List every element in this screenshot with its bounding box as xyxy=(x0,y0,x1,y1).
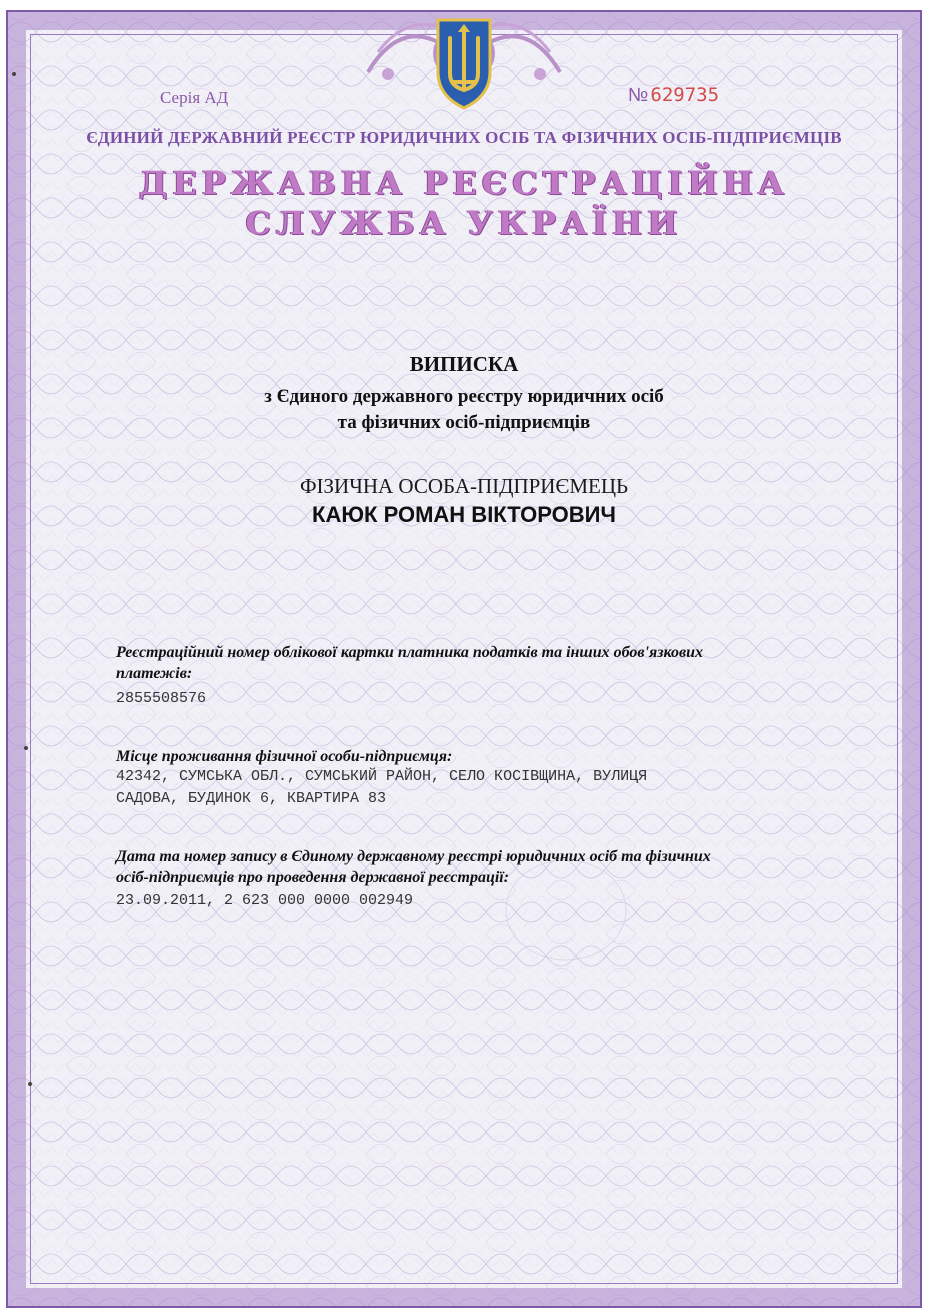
residence-value xyxy=(116,766,856,810)
registry-title: ЄДИНИЙ ДЕРЖАВНИЙ РЕЄСТР ЮРИДИЧНИХ ОСІБ ТА ФІЗИЧНИХ ОСІБ-ПІДПРИЄМЦІВ xyxy=(86,128,842,147)
tax-id-label xyxy=(116,642,836,684)
residence-label: Місце проживання фізичної особи-підприємця: xyxy=(116,748,453,765)
registration-label-line2: осіб-підприємців про проведення державної реєстрації: xyxy=(116,869,510,886)
trident-emblem-icon xyxy=(438,20,490,108)
registration-value: 23.09.2011, 2 623 000 0000 002949 xyxy=(116,892,414,909)
registration-label xyxy=(116,846,836,888)
extract-title: ВИПИСКА xyxy=(409,352,519,376)
person-name: КАЮК РОМАН ВІКТОРОВИЧ xyxy=(312,502,616,527)
emblem-area xyxy=(358,12,570,110)
registration-label-line1: Дата та номер запису в Єдиному державному реєстрі юридичних осіб та фізичних xyxy=(116,848,711,865)
series-label: Серія АД xyxy=(160,88,229,107)
residence-value-line2: САДОВА, БУДИНОК 6, КВАРТИРА 83 xyxy=(116,790,387,807)
punch-mark xyxy=(28,1082,32,1086)
certificate-sheet xyxy=(6,10,922,1308)
tax-id-label-line1: Реєстраційний номер облікової картки платника податків та інших обов'язкових xyxy=(116,644,704,661)
punch-mark xyxy=(24,746,28,750)
person-type: ФІЗИЧНА ОСОБА-ПІДПРИЄМЕЦЬ xyxy=(299,474,629,498)
document-number xyxy=(628,84,719,107)
punch-mark xyxy=(12,72,16,76)
ornament-icon xyxy=(358,12,570,110)
tax-id-label-line2: платежів: xyxy=(116,665,193,682)
number-sign: № xyxy=(628,85,649,106)
extract-subtitle-line2: та фізичних осіб-підприємців xyxy=(337,412,591,433)
tax-id-value: 2855508576 xyxy=(116,690,207,707)
agency-title-line1: ДЕРЖАВНА РЕЄСТРАЦІЙНА xyxy=(138,164,790,202)
agency-title-line2: СЛУЖБА УКРАЇНИ xyxy=(245,204,683,242)
number-value: 629735 xyxy=(650,84,720,106)
extract-subtitle-line1: з Єдиного державного реєстру юридичних осіб xyxy=(264,386,664,407)
residence-value-line1: 42342, СУМСЬКА ОБЛ., СУМСЬКИЙ РАЙОН, СЕЛО КОСІВЩИНА, ВУЛИЦЯ xyxy=(116,768,648,785)
